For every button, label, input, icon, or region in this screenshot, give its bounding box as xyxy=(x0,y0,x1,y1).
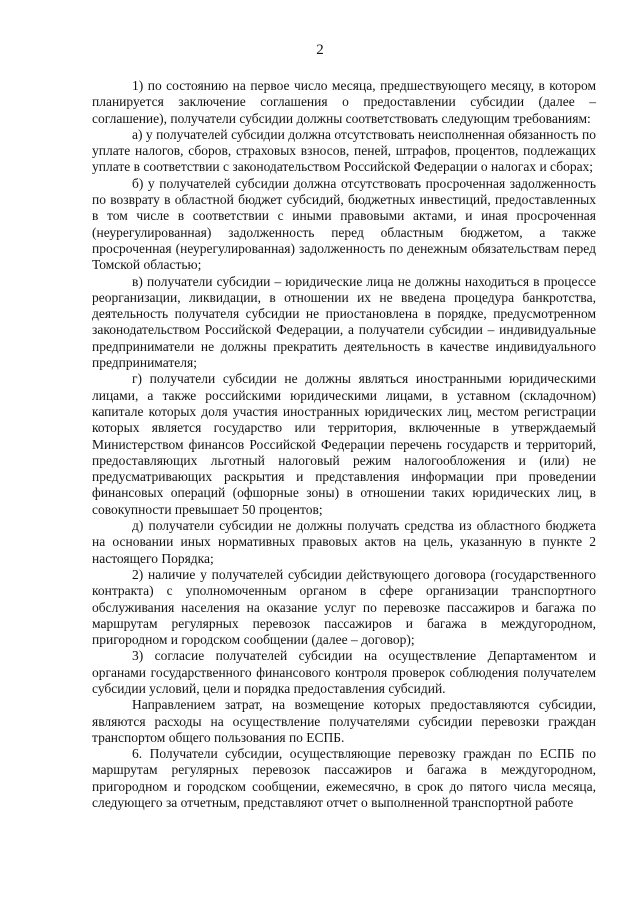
paragraph-a-tax-obligations: а) у получателей субсидии должна отсутствовать неисполненная обязанность по уплате налогов, сборов, страховых взносов, пеней, штрафов, процентов, подлежащих уплате в соответствии с законодательством Российской Федерации о налогах и сборах; xyxy=(92,126,596,175)
page-number: 2 xyxy=(316,42,324,58)
paragraph-3-consent: 3) согласие получателей субсидии на осуществление Департаментом и органами государственного финансового контроля проверок соблюдения получателем субсидии условий, цели и порядка предоставления субсидий. xyxy=(92,648,596,696)
paragraph-expense-direction: Направлением затрат, на возмещение которых предоставляются субсидии, являются расходы на осуществление получателями субсидии перевозки граждан транспортом общего пользования по ЕСПБ. xyxy=(92,697,596,745)
paragraph-b-overdue-debt: б) у получателей субсидии должна отсутствовать просроченная задолженность по возврату в областной бюджет субсидий, бюджетных инвестиций, предоставленных в том числе в соответствии с иными правовыми актами, и иная просроченная (неурегулированная) задолженность перед областным бюджетом, а также просроченная (неурегулированная) задолженность по денежным обязательствам перед Томской областью; xyxy=(92,175,596,273)
document-body xyxy=(92,78,596,811)
paragraph-v-reorganization: в) получатели субсидии – юридические лица не должны находиться в процессе реорганизации, ликвидации, в отношении их не введена процедура банкротства, деятельность получателя субсидии не приостановлена в порядке, предусмотренном законодательством Российской Федерации, а получатели субсидии – индивидуальные предприниматели не должны прекратить деятельность в качестве индивидуального предпринимателя; xyxy=(92,273,596,371)
paragraph-2-contract: 2) наличие у получателей субсидии действующего договора (государственного контракта) с уполномоченным органом в сфере организации транспортного обслуживания населения на оказание услуг по перевозке пассажиров и багажа по маршрутам регулярных перевозок пассажиров и багажа в междугородном, пригородном и городском сообщении (далее – договор); xyxy=(92,566,596,648)
paragraph-1-requirements: 1) по состоянию на первое число месяца, предшествующего месяцу, в котором планируется заключение соглашения о предоставлении субсидии (далее – соглашение), получатели субсидии должны соответствовать следующим требованиям: xyxy=(92,78,596,126)
paragraph-d-other-funds: д) получатели субсидии не должны получать средства из областного бюджета на основании иных нормативных правовых актов на цель, указанную в пункте 2 настоящего Порядка; xyxy=(92,518,596,566)
paragraph-6-reporting: 6. Получатели субсидии, осуществляющие перевозку граждан по ЕСПБ по маршрутам регулярных перевозок пассажиров и багажа в междугородном, пригородном и городском сообщении, ежемесячно, в срок до пятого числа месяца, следующего за отчетным, представляют отчет о выполненной транспортной работе xyxy=(92,746,596,811)
paragraph-g-foreign-entities: г) получатели субсидии не должны являться иностранными юридическими лицами, а также российскими юридическими лицами, в уставном (складочном) капитале которых доля участия иностранных юридических лиц, местом регистрации которых является государство или территория, включенные в утверждаемый Министерством финансов Российской Федерации перечень государств и территорий, предоставляющих льготный налоговый режим налогообложения и (или) не предусматривающих раскрытия и представления информации при проведении финансовых операций (офшорные зоны) в отношении таких юридических лиц, в совокупности превышает 50 процентов; xyxy=(92,371,596,517)
